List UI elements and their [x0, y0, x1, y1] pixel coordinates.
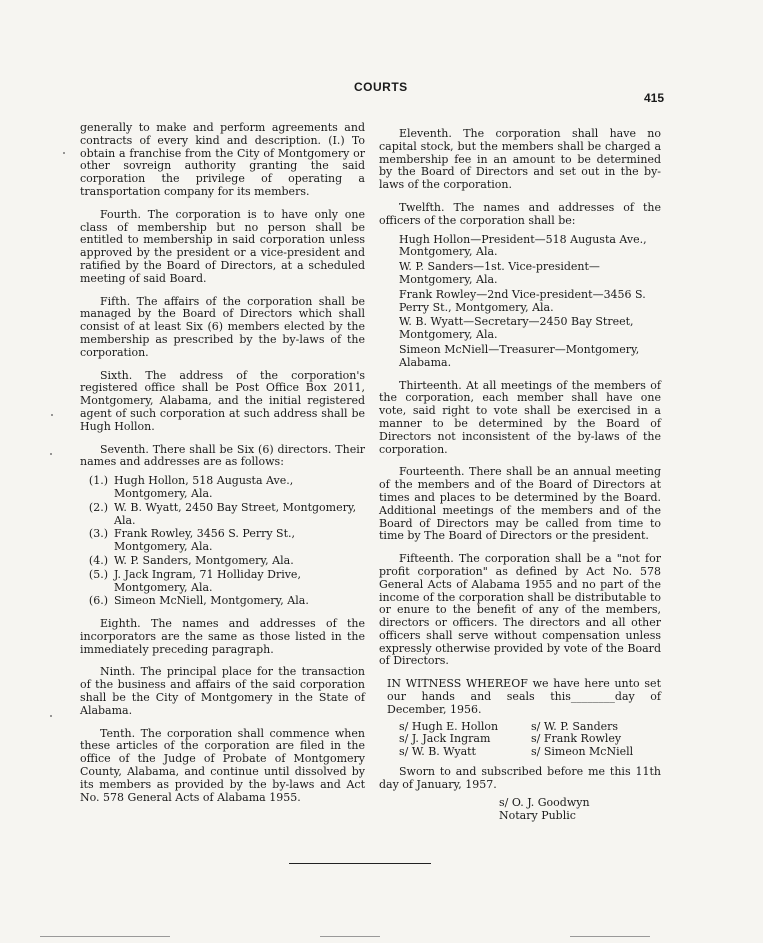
scan-dot — [63, 152, 65, 154]
article-fourteenth: Fourteenth. There shall be an annual meeting of the members and of the Board of Directors at times and places to be determined by the Board. Additional meetings of the members and of the Board of Directors may be called from time to time by The Board of Directors or the president. — [379, 465, 661, 543]
scan-mark — [40, 936, 170, 937]
article-thirteenth: Thirteenth. At all meetings of the members of the corporation, each member shall have one vote, said right to vote shall be exercised in a manner to be determined by the Board of Directors not inconsistent of the by-laws of the corporation. — [379, 378, 661, 456]
list-item: Simeon McNiell—Treasurer—Montgomery, Alabama. — [399, 342, 640, 369]
list-item: (3.) Frank Rowley, 3456 S. Perry St., Montgomery, Ala. — [88, 527, 296, 554]
signatures-block — [399, 721, 661, 759]
signature: s/ Hugh E. Hollon — [399, 719, 499, 733]
article-fifteenth: Fifteenth. The corporation shall be a "not for profit corporation" as defined by Act No. 578 General Acts of Alabama 1955 and no part of the income of the corporation shall be distributable to or enure to the benefit of any of the members, directors or officers. The directors and all other officers shall serve without compensation unless expressly otherwise provided by vote of the Board of Directors. — [379, 552, 661, 668]
signature: s/ W. B. Wyatt — [399, 744, 476, 758]
scan-dot — [50, 453, 52, 455]
article-fourth: Fourth. The corporation is to have only one class of membership but no person shall be entitled to membership in said corporation unless approved by the president or a vice-president and ratified by the Board of Directors, at a scheduled meeting of said Board. — [80, 207, 365, 285]
list-item: (2.) W. B. Wyatt, 2450 Bay Street, Montgomery, Ala. — [88, 500, 357, 527]
article-eighth: Eighth. The names and addresses of the incorporators are the same as those listed in the immediately preceding paragraph. — [80, 617, 365, 656]
article-sixth: Sixth. The address of the corporation's registered office shall be Post Office Box 2011, Montgomery, Alabama, and the initial registered agent of such corporation at such address shall be Hugh Hollon. — [80, 368, 365, 433]
list-item: (1.) Hugh Hollon, 518 Augusta Ave., Montgomery, Ala. — [88, 474, 294, 500]
left-column — [80, 122, 365, 814]
scan-mark — [320, 936, 380, 937]
notary-block — [499, 796, 661, 822]
article-ninth: Ninth. The principal place for the transaction of the business and affairs of the said corporation shall be the City of Montgomery in the State of Alabama. — [80, 665, 365, 717]
scan-dot — [51, 414, 53, 416]
witness-clause: IN WITNESS WHEREOF we have here unto set our hands and seals this________day of December, 1956. — [387, 677, 661, 716]
signature: s/ J. Jack Ingram — [399, 732, 491, 746]
list-item: (5.) J. Jack Ingram, 71 Holliday Drive, Montgomery, Ala. — [88, 567, 301, 594]
scan-dot — [50, 715, 52, 717]
article-tenth: Tenth. The corporation shall commence when these articles of the corporation are filed in the office of the Judge of Probate of Montgomery County, Alabama, and continue until dissolved by its members as provided by the by-laws and Act No. 578 General Acts of Alabama 1955. — [80, 726, 365, 804]
list-item: Hugh Hollon—President—518 Augusta Ave., Montgomery, Ala. — [399, 232, 647, 259]
article-eleventh: Eleventh. The corporation shall have no capital stock, but the members shall be charged a membership fee in an amount to be determined by the Board of Directors and set out in the by-laws of the corporation. — [379, 127, 661, 192]
intro-paragraph: generally to make and perform agreements and contracts of every kind and description. (I.) To obtain a franchise from the City of Montgomery or other sovreign authority granting the said corporation the privilege of operating a transportation company for its members. — [80, 121, 365, 198]
signature: s/ Frank Rowley — [531, 732, 622, 746]
notary-signature: s/ O. J. Goodwyn — [499, 796, 590, 810]
directors-list — [80, 475, 365, 608]
sworn-statement: Sworn to and subscribed before me this 11th day of January, 1957. — [379, 765, 661, 792]
officers-list — [379, 234, 661, 370]
scan-mark — [570, 936, 650, 937]
list-item: (4.) W. P. Sanders, Montgomery, Ala. — [88, 553, 294, 567]
signature: s/ Simeon McNiell — [531, 744, 634, 758]
article-seventh: Seventh. There shall be Six (6) directors. Their names and addresses are as follows: — [80, 442, 365, 469]
list-item: W. B. Wyatt—Secretary—2450 Bay Street, Montgomery, Ala. — [399, 315, 634, 342]
list-item: (6.) Simeon McNiell, Montgomery, Ala. — [88, 594, 309, 608]
signature: s/ W. P. Sanders — [531, 719, 619, 733]
notary-title: Notary Public — [499, 809, 576, 823]
page-number: 415 — [644, 91, 665, 105]
article-twelfth: Twelfth. The names and addresses of the officers of the corporation shall be: — [379, 200, 661, 227]
article-fifth: Fifth. The affairs of the corporation shall be managed by the Board of Directors which shall consist of at least Six (6) members elected by the membership as prescribed by the by-laws of the corporation. — [80, 294, 365, 359]
page-header-title: COURTS — [354, 80, 408, 94]
end-rule — [289, 863, 431, 864]
list-item: W. P. Sanders—1st. Vice-president—Montgomery, Ala. — [399, 260, 600, 286]
list-item: Frank Rowley—2nd Vice-president—3456 S. Perry St., Montgomery, Ala. — [399, 287, 646, 314]
right-column — [379, 128, 661, 822]
